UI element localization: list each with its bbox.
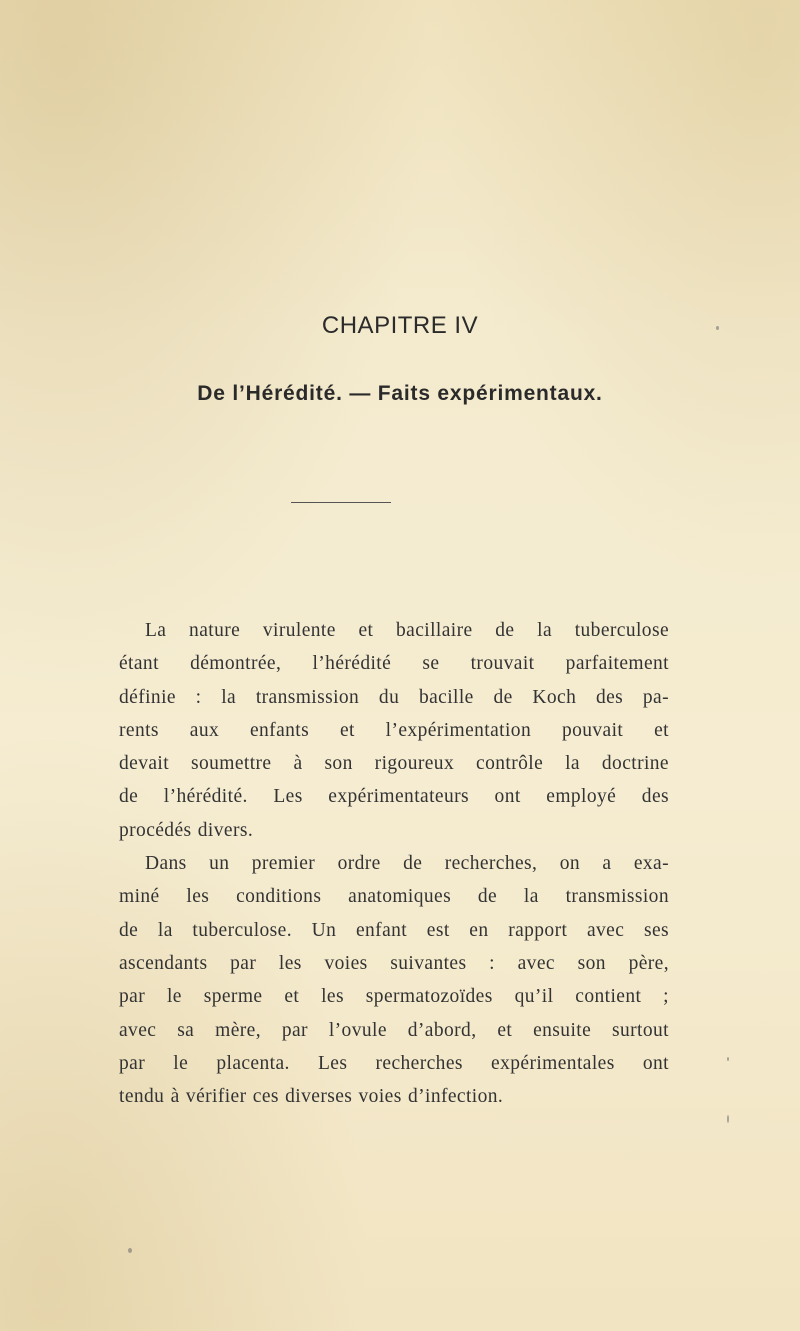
text-line: par le placenta. Les recherches expérimentales ont <box>119 1052 669 1074</box>
text-line: La nature virulente et bacillaire de la tuberculose <box>145 620 669 641</box>
ink-speck <box>727 1115 729 1123</box>
section-title: De l’Hérédité. — Faits expérimentaux. <box>197 382 603 405</box>
text-line: ascendants par les voies suivantes : avec son père, <box>119 952 669 974</box>
text-line: par le sperme et les spermatozoïdes qu’il contient ; <box>119 986 669 1008</box>
text-line: rents aux enfants et l’expérimentation pouvait et <box>119 719 669 741</box>
ink-speck <box>727 1057 729 1061</box>
paragraph <box>119 847 669 1113</box>
text-line: de l’hérédité. Les expérimentateurs ont employé des <box>119 786 669 808</box>
text-line: de la tuberculose. Un enfant est en rapport avec ses <box>119 919 669 941</box>
text-line: avec sa mère, par l’ovule d’abord, et ensuite surtout <box>119 1019 669 1041</box>
text-line: devait soumettre à son rigoureux contrôle la doctrine <box>119 753 669 775</box>
text-line: miné les conditions anatomiques de la transmission <box>119 886 669 908</box>
text-line: Dans un premier ordre de recherches, on a exa- <box>145 853 669 875</box>
text-line: définie : la transmission du bacille de Koch des pa- <box>119 686 669 708</box>
body-text <box>119 614 669 1113</box>
text-line: procédés divers. <box>119 819 254 841</box>
paragraph <box>119 614 669 847</box>
section-divider <box>291 502 391 503</box>
ink-speck <box>716 326 719 330</box>
ink-speck <box>128 1248 132 1253</box>
text-line: tendu à vérifier ces diverses voies d’infection. <box>119 1086 504 1108</box>
text-line: étant démontrée, l’hérédité se trouvait parfaitement <box>119 653 669 675</box>
chapter-title: CHAPITRE IV <box>321 312 479 339</box>
